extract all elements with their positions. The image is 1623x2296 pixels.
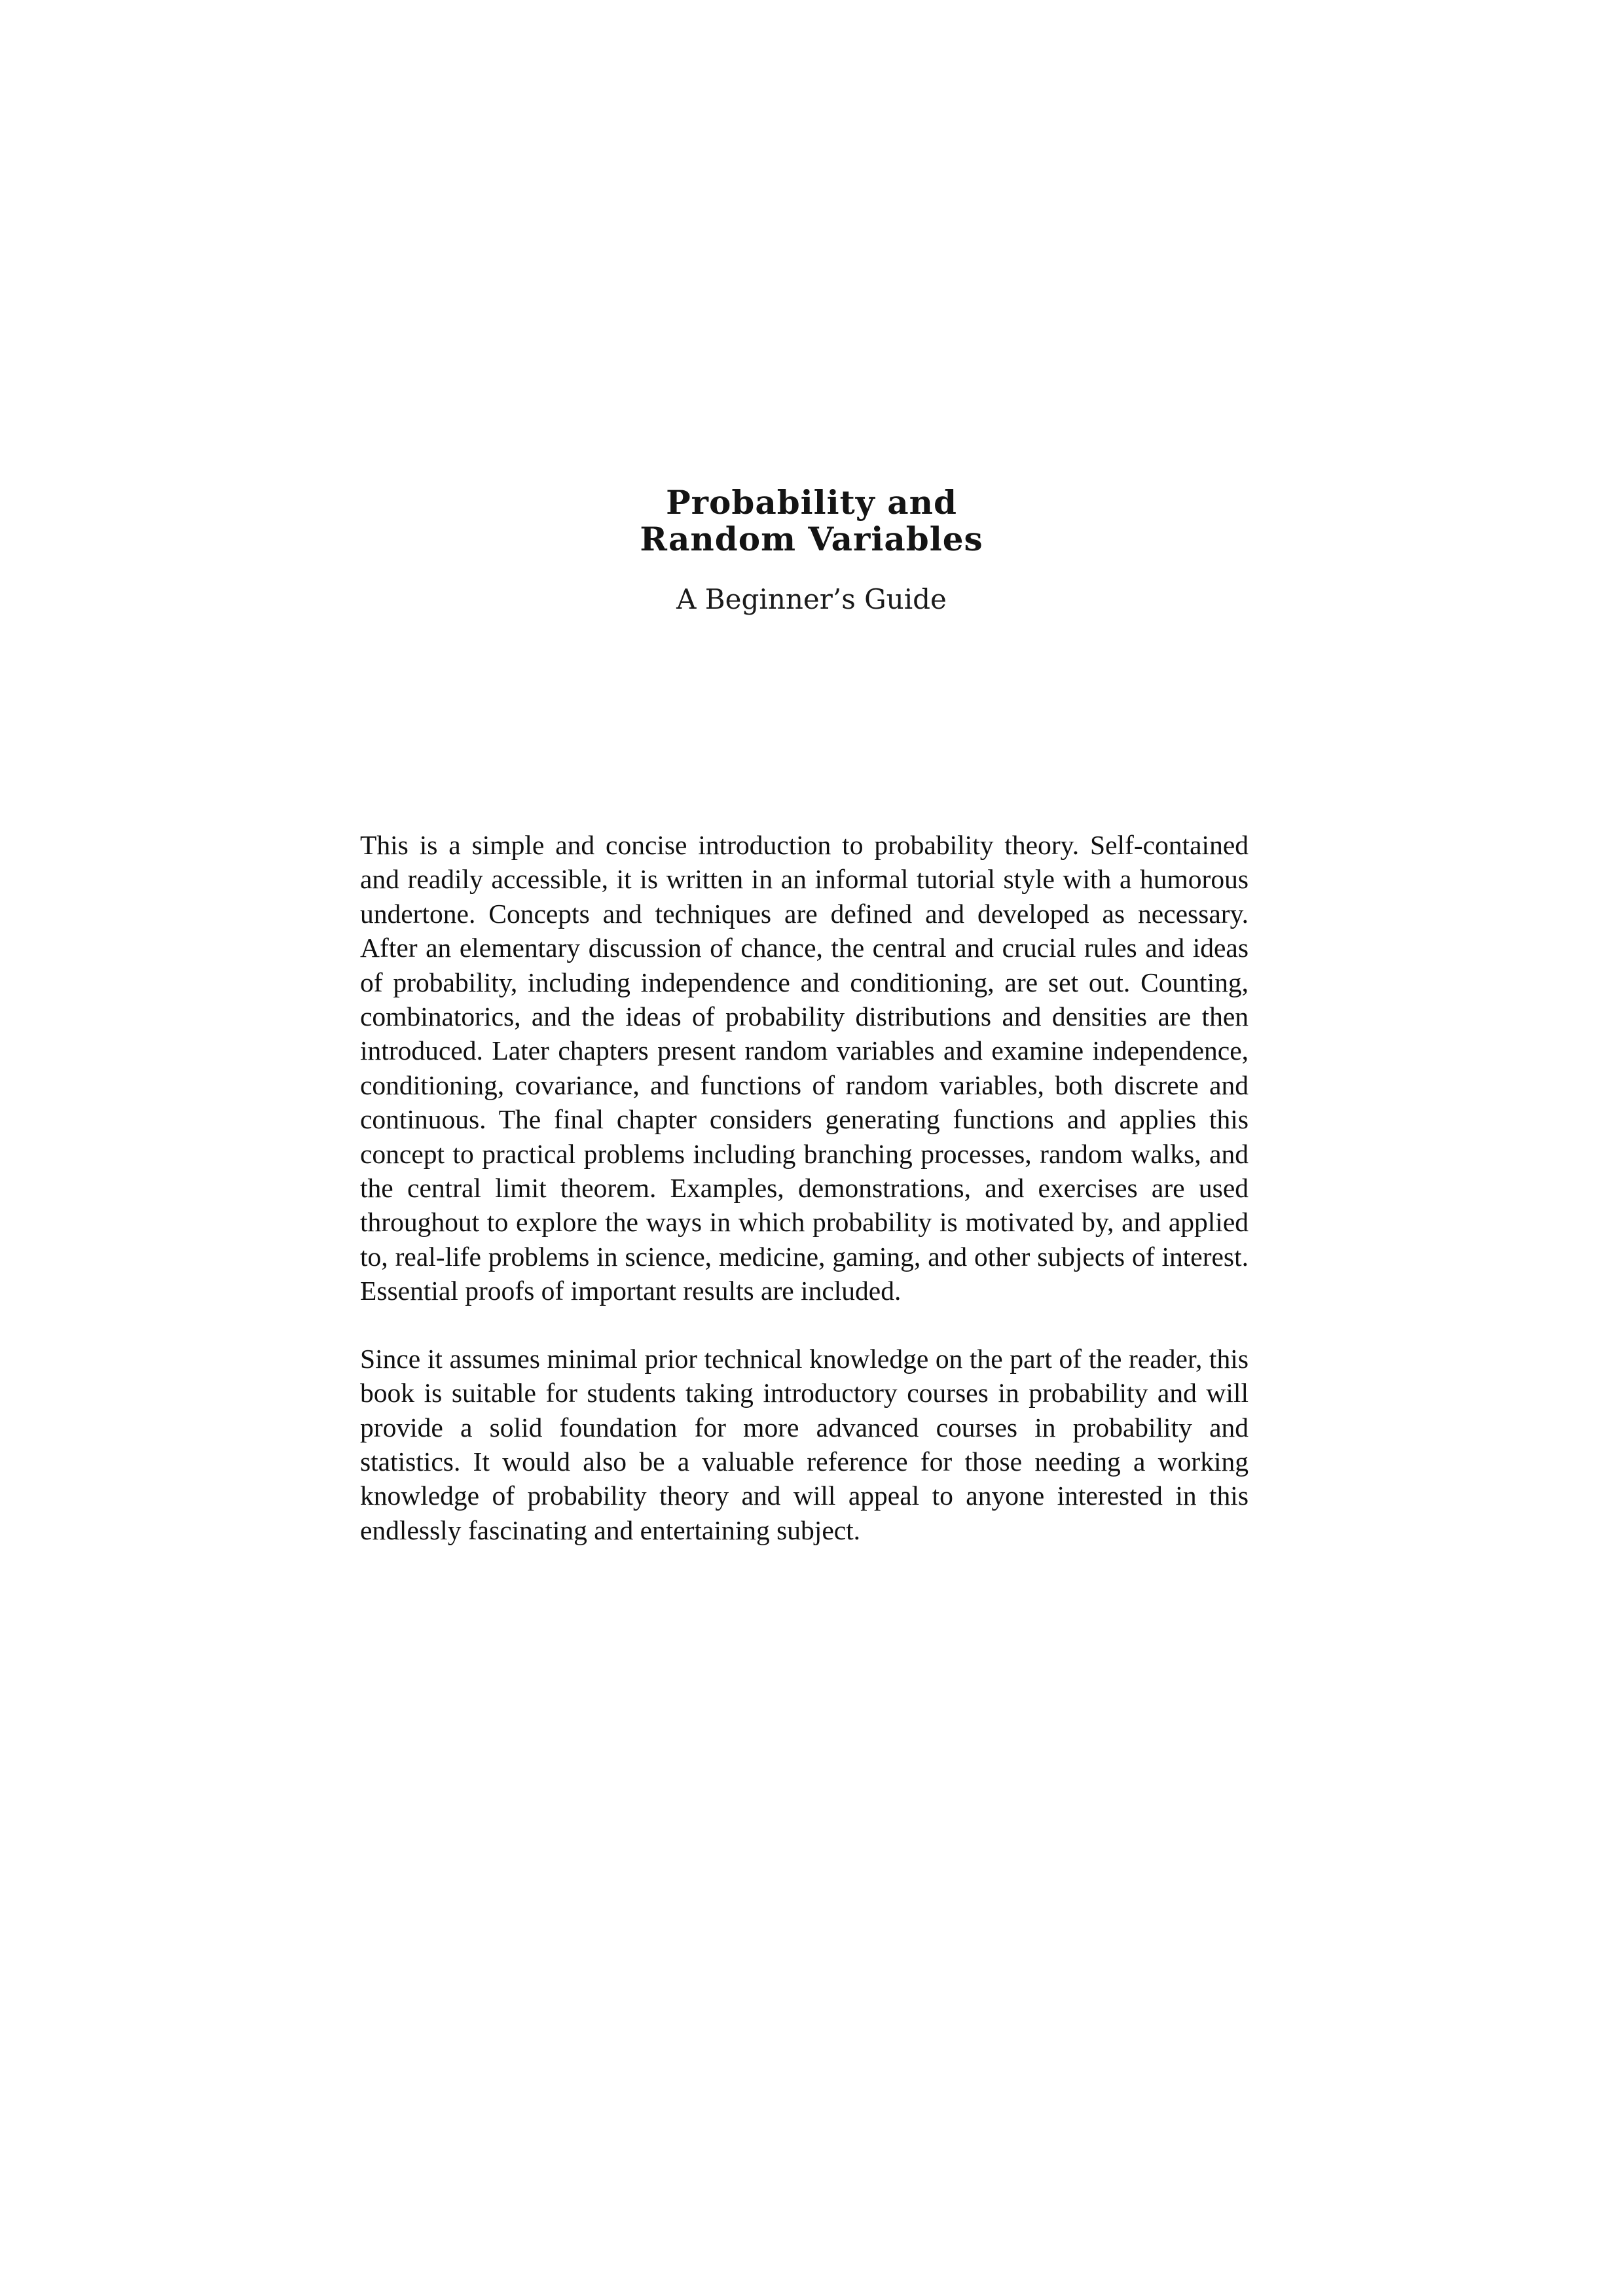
title-block <box>0 484 1623 615</box>
book-subtitle: A Beginner’s Guide <box>676 583 947 615</box>
book-title-line-2: Random Variables <box>640 520 983 558</box>
description-paragraph-1: This is a simple and concise introduction to probability theory. Self-contained and readily accessible, it is written in an informal tutorial style with a humorous undertone. Concepts and techniques are defined and developed as necessary. After an elementary discussion of chance, the central and crucial rules and ideas of probability, including independence and conditioning, are set out. Counting, combinatorics, and the ideas of probability distributions and densities are then introduced. Later chapters present random variables and examine independence, conditioning, covariance, and functions of random variables, both discrete and continuous. The final chapter considers generating functions and applies this concept to practical problems including branching processes, random walks, and the central limit theorem. Examples, demonstrations, and exercises are used throughout to explore the ways in which probability is motivated by, and applied to, real-life problems in science, medicine, gaming, and other subjects of interest. Essential proofs of important results are included. <box>360 830 1249 1306</box>
description-paragraph-2: Since it assumes minimal prior technical knowledge on the part of the reader, this book is suitable for students taking introductory courses in probability and will provide a solid foundation for more advanced courses in probability and statistics. It would also be a valuable reference for those needing a working knowledge of probability theory and will appeal to anyone interested in this endlessly fascinating and entertaining subject. <box>360 1343 1249 1545</box>
book-description <box>360 828 1249 1547</box>
book-title-line-1: Probability and <box>666 483 957 522</box>
